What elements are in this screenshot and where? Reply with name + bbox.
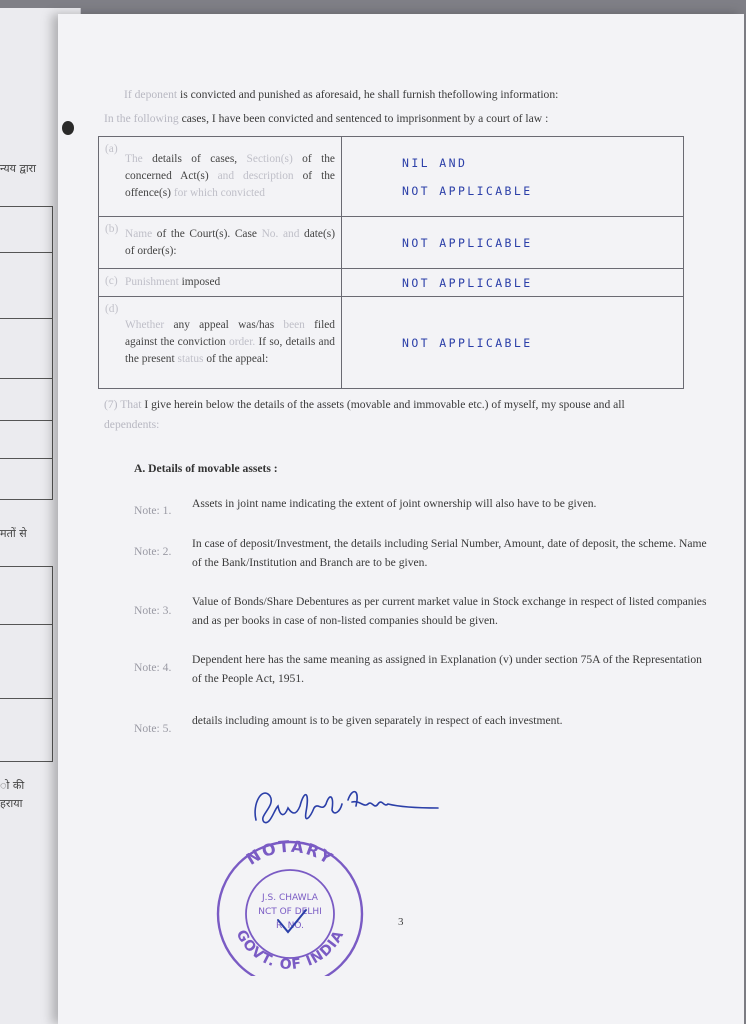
header-line-2: [104, 112, 548, 125]
page-number: 3: [398, 916, 404, 928]
handwritten-signature: [248, 776, 448, 836]
back-page-text: मतों से: [0, 527, 27, 540]
handwritten-answer: NOT APPLICABLE: [402, 275, 533, 290]
row-number: (a): [105, 143, 118, 155]
row-number: (c): [105, 275, 118, 287]
question-text: imposed: [178, 276, 221, 288]
note-label: Note: 3.: [134, 604, 172, 617]
back-page-text: हराया: [0, 797, 23, 810]
question-text: of the offence(s): [125, 170, 335, 199]
note-label: Note: 1.: [134, 504, 172, 517]
faded-text: order.: [229, 336, 256, 348]
table-row: [99, 297, 684, 389]
assets-paragraph-line-1: [104, 398, 625, 411]
handwritten-answer: NOT APPLICABLE: [402, 235, 533, 250]
faded-text: (7) That: [104, 398, 142, 411]
back-page-rule: [0, 252, 52, 253]
answer-cell: [342, 269, 684, 297]
note-text: Value of Bonds/Share Debentures as per current market value in Stock exchange in respect of listed companies and as per books in case of non-listed companies should be given.: [192, 595, 707, 627]
back-page-table: [0, 206, 53, 500]
question-text: filed against the conviction: [125, 319, 335, 348]
stamp-reg-text: R. NO.: [276, 921, 304, 931]
faded-text: Whether: [125, 319, 165, 331]
question-text: If so, details and the present: [125, 336, 335, 365]
punch-hole: [62, 121, 74, 135]
question-cell: [99, 269, 342, 297]
handwritten-answer: NIL AND: [402, 155, 468, 170]
handwritten-answer: NOT APPLICABLE: [402, 335, 533, 350]
faded-text: Section(s): [246, 153, 293, 165]
row-number: (b): [105, 223, 119, 235]
handwritten-answer: NOT APPLICABLE: [402, 183, 533, 198]
stamp-name-text: J.S. CHAWLA: [262, 893, 318, 903]
header-line-1: [124, 88, 558, 101]
stamp-region-text: NCT OF DELHI: [258, 907, 322, 917]
back-page-table: [0, 566, 53, 762]
note-text: Dependent here has the same meaning as assigned in Explanation (v) under section 75A of the Representation of the People Act, 1951.: [192, 653, 702, 685]
back-page-rule: [0, 624, 52, 625]
question-cell: [99, 217, 342, 269]
document-page: [58, 14, 744, 1024]
question-text: of the Court(s). Case: [152, 227, 257, 240]
back-page-rule: [0, 378, 52, 379]
note-text: In case of deposit/Investment, the details including Serial Number, Amount, date of deposit, the scheme. Name of the Bank/Institution and Branch are to be given.: [192, 537, 707, 569]
question-text: date(s) of order(s):: [125, 227, 335, 257]
faded-text: No. and: [261, 227, 300, 240]
faded-text: and description: [217, 170, 294, 182]
back-page-rule: [0, 420, 52, 421]
question-cell: [99, 297, 342, 389]
back-page-text: ो की: [0, 779, 25, 792]
faded-text: been: [283, 319, 305, 331]
note-text: details including amount is to be given separately in respect of each investment.: [192, 714, 563, 727]
stamp-top-text: NOTARY: [242, 836, 338, 869]
question-cell: [99, 137, 342, 217]
back-page-text: न्यय द्वारा: [0, 162, 37, 175]
movable-assets-heading: A. Details of movable assets :: [134, 462, 278, 475]
back-page-rule: [0, 698, 52, 699]
faded-text: The: [125, 153, 143, 165]
faded-text: If deponent: [124, 88, 178, 101]
answer-cell: [342, 217, 684, 269]
note-label: Note: 4.: [134, 661, 172, 674]
table-row: [99, 269, 684, 297]
faded-text: for which convicted: [173, 187, 265, 199]
question-text: of the concerned Act(s): [125, 153, 335, 182]
answer-cell: [342, 297, 684, 389]
back-page-rule: [0, 318, 52, 319]
note-text: Assets in joint name indicating the extent of joint ownership will also have to be given.: [192, 497, 597, 510]
paragraph-text: I give herein below the details of the assets (movable and immovable etc.) of myself, my spouse and all: [141, 398, 625, 411]
answer-cell: [342, 137, 684, 217]
question-text: any appeal was/has: [164, 319, 275, 331]
table-row: [99, 217, 684, 269]
question-text: of the appeal:: [203, 353, 269, 365]
note-label: Note: 5.: [134, 722, 172, 735]
faded-text: Punishment: [125, 276, 179, 288]
assets-paragraph-line-2: dependents:: [104, 418, 160, 431]
header-text: cases, I have been convicted and sentenced to imprisonment by a court of law :: [181, 112, 549, 125]
conviction-table: [98, 136, 684, 389]
faded-text: status: [177, 353, 204, 365]
header-text: is convicted and punished as aforesaid, he shall furnish thefollowing information:: [180, 88, 559, 101]
note-label: Note: 2.: [134, 545, 172, 558]
table-row: [99, 137, 684, 217]
faded-text: In the following: [104, 112, 179, 125]
stamp-bottom-text: GOVT. OF INDIA: [232, 927, 348, 974]
row-number: (d): [105, 303, 119, 315]
question-text: details of cases,: [142, 153, 238, 165]
notary-stamp: [208, 836, 376, 976]
back-page-rule: [0, 458, 52, 459]
faded-text: Name: [125, 227, 153, 240]
